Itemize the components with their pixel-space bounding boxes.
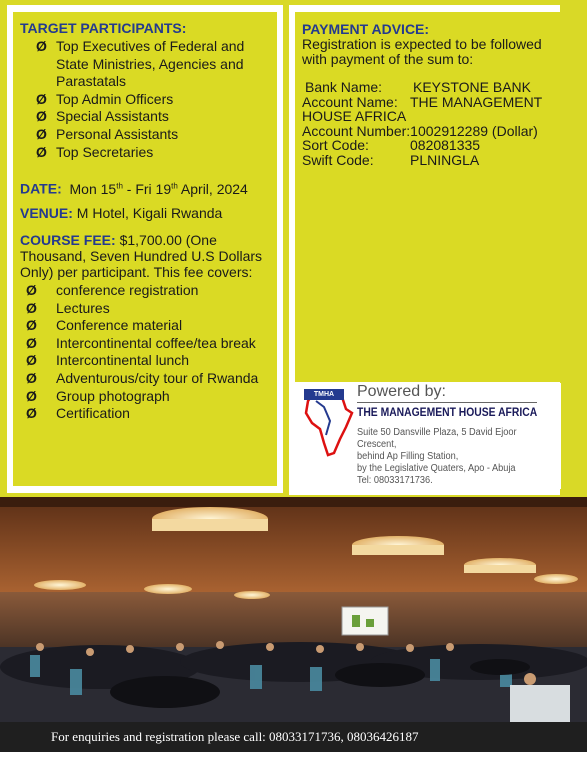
list-item	[26, 352, 272, 370]
payment-intro: Registration is expected to be followed with payment of the sum to:	[302, 36, 542, 67]
logo-divider	[357, 402, 537, 403]
account-name-row: Account Name: THE MANAGEMENT	[302, 93, 543, 110]
account-name-value: THE MANAGEMENT	[410, 93, 543, 110]
footer-bar	[0, 722, 587, 752]
target-participants-list	[36, 38, 278, 161]
bank-name-value: KEYSTONE BANK	[413, 79, 532, 95]
venue-line	[20, 205, 278, 221]
list-item	[36, 108, 278, 126]
swift-code-row: Swift Code: PLNINGLA	[302, 151, 480, 168]
account-name-cont: HOUSE AFRICA	[302, 108, 407, 124]
list-item-text: Group photograph	[56, 387, 170, 404]
account-details	[302, 95, 557, 168]
address-line: Suite 50 Dansville Plaza, 5 David Ejoor Crescent,	[357, 427, 517, 450]
list-item-text: Special Assistants	[56, 108, 169, 125]
account-number-value: 1002912289 (Dollar)	[410, 122, 538, 139]
list-item-text: Certification	[56, 405, 130, 422]
list-item	[26, 370, 272, 388]
list-item	[26, 282, 272, 300]
date-line	[20, 178, 278, 197]
list-item	[26, 388, 272, 406]
venue-value: M Hotel, Kigali Rwanda	[76, 205, 223, 221]
payment-advice-section	[302, 22, 557, 167]
date-label: DATE:	[20, 180, 62, 197]
list-item-text: Top Secretaries	[56, 143, 154, 160]
footer-contact-text: For enquiries and registration please call: 08033171736, 08036426187	[51, 729, 419, 744]
conference-hall-photo	[0, 497, 587, 728]
list-item-text: Intercontinental lunch	[56, 352, 190, 369]
logo-badge: TMHA	[304, 389, 344, 400]
bullet-icon: Ø	[36, 108, 47, 125]
conference-hall-image	[0, 497, 587, 728]
sort-code-row: Sort Code: 082081335	[302, 137, 481, 153]
address-line: behind Ap Filling Station,	[357, 451, 459, 462]
bullet-icon: Ø	[26, 352, 37, 369]
list-item	[26, 405, 272, 423]
powered-by-label: Powered by:	[357, 383, 446, 400]
bullet-icon: Ø	[26, 317, 37, 334]
list-item-text: Top Executives of Federal and State Ministries, Agencies and Parastatals	[56, 38, 245, 90]
bank-name-row: Bank Name: KEYSTONE BANK	[305, 79, 532, 95]
address-line: by the Legislative Quaters, Apo - Abuja	[357, 463, 516, 474]
list-item	[26, 300, 272, 318]
list-item-text: Adventurous/city tour of Rwanda	[56, 369, 259, 386]
list-item	[26, 335, 272, 353]
bullet-icon: Ø	[26, 387, 37, 404]
list-item	[36, 126, 278, 144]
address-line: Tel: 08033171736.	[357, 475, 433, 486]
list-item-text: Lectures	[56, 299, 110, 316]
bullet-icon: Ø	[26, 282, 37, 298]
list-item-text: Personal Assistants	[56, 125, 179, 142]
fee-covers-list	[26, 282, 272, 423]
company-name: THE MANAGEMENT HOUSE AFRICA	[357, 407, 538, 419]
bullet-icon: Ø	[26, 369, 37, 386]
target-participants-section	[20, 20, 278, 161]
bullet-icon: Ø	[36, 143, 47, 160]
account-number-row: Account Number: 1002912289 (Dollar)	[302, 122, 538, 139]
list-item	[36, 91, 278, 109]
bullet-icon: Ø	[26, 334, 37, 351]
payment-advice-heading: PAYMENT ADVICE:	[302, 21, 430, 37]
course-fee-label: COURSE FEE:	[20, 232, 116, 248]
powered-by-box	[299, 383, 561, 489]
course-fee-text-2: Thousand, Seven Hundred U.S Dollars Only) per participant. This fee covers:	[20, 248, 263, 280]
list-item-text: Conference material	[56, 317, 183, 334]
bullet-icon: Ø	[36, 90, 47, 107]
course-fee-section	[20, 232, 272, 423]
sort-code-value: 082081335	[410, 137, 481, 153]
list-item	[36, 144, 278, 162]
list-item-text: conference registration	[56, 282, 199, 298]
bullet-icon: Ø	[36, 38, 47, 54]
course-fee-text-1: $1,700.00 (One	[119, 232, 217, 248]
list-item	[36, 38, 278, 91]
bullet-icon: Ø	[36, 125, 47, 142]
list-item-text: Intercontinental coffee/tea break	[56, 334, 256, 351]
bullet-icon: Ø	[26, 299, 37, 316]
bottom-white-strip	[0, 752, 587, 773]
list-item-text: Top Admin Officers	[56, 90, 174, 107]
bank-details	[302, 80, 557, 95]
venue-label: VENUE:	[20, 205, 73, 221]
bullet-icon: Ø	[26, 405, 37, 422]
target-participants-heading: TARGET PARTICIPANTS:	[20, 20, 187, 36]
date-start: Mon 15th - Fri 19th April, 2024	[69, 180, 248, 197]
list-item	[26, 317, 272, 335]
company-address	[357, 427, 545, 487]
swift-code-value: PLNINGLA	[410, 151, 480, 168]
